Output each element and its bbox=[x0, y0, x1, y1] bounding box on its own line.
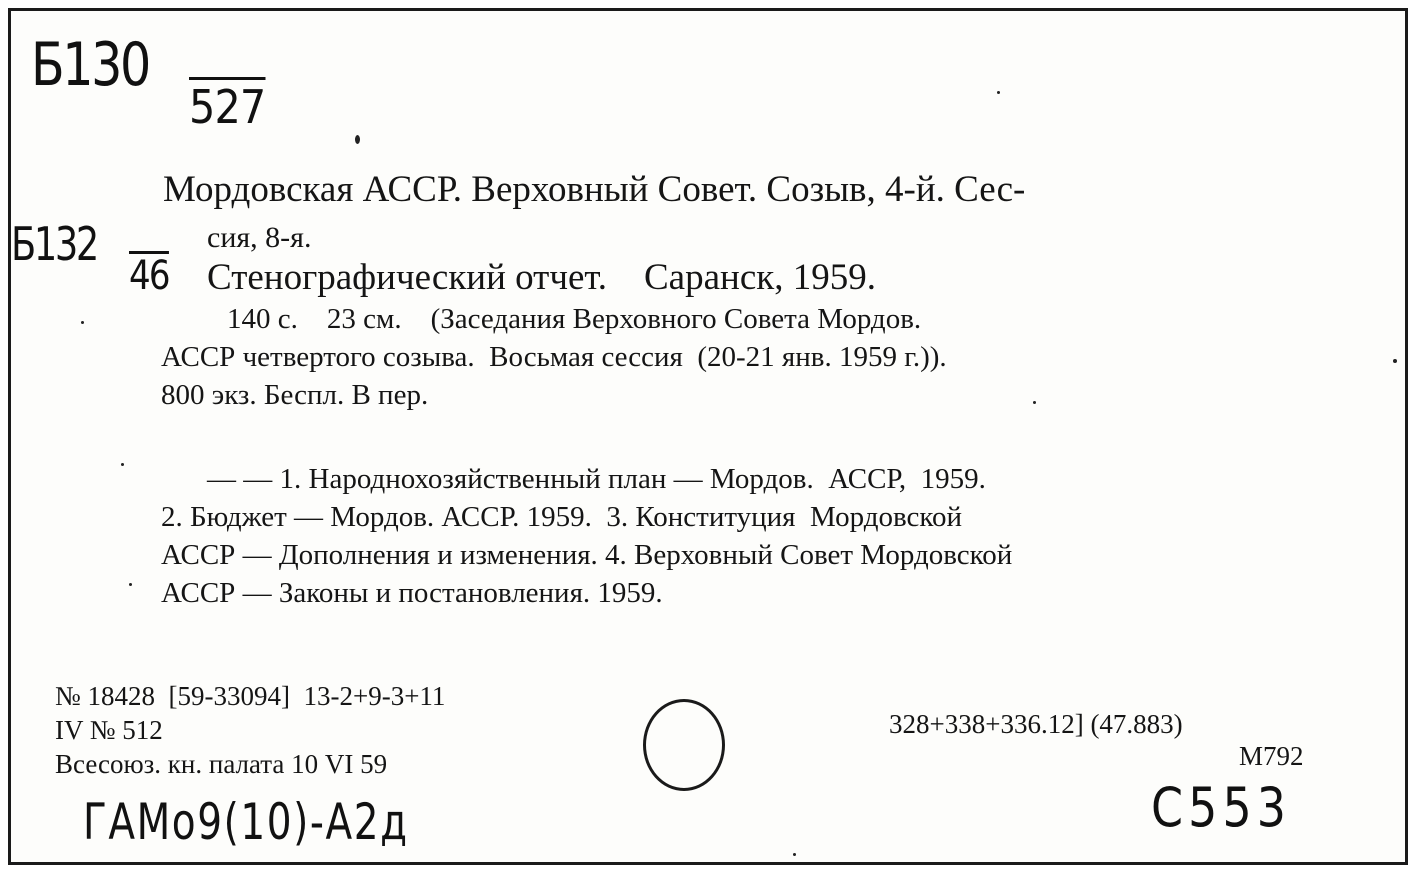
ink-speck bbox=[355, 135, 360, 144]
subject-line-1: — — 1. Народнохозяйственный план — Мордов. АССР, 1959. bbox=[207, 463, 986, 495]
heading-line-2: сия, 8-я. bbox=[207, 221, 312, 254]
footer-left-line-1: № 18428 [59-33094] 13-2+9-3+11 bbox=[55, 681, 446, 711]
circle-stamp-mark bbox=[643, 699, 725, 791]
footer-right-line-1: 328+338+336.12] (47.883) bbox=[889, 709, 1183, 739]
subject-line-3: АССР — Дополнения и изменения. 4. Верховный Совет Мордовской bbox=[161, 539, 1013, 571]
handwritten-shelf-mark-left-fraction: 46 bbox=[129, 253, 169, 299]
footer-left-line-2: IV № 512 bbox=[55, 715, 163, 745]
ink-speck bbox=[1033, 401, 1036, 404]
subject-line-4: АССР — Законы и постановления. 1959. bbox=[161, 577, 663, 609]
heading-line-1: Мордовская АССР. Верховный Совет. Созыв, 4-й. Сес- bbox=[163, 169, 1026, 210]
description-line-3: 800 экз. Беспл. В пер. bbox=[161, 379, 429, 411]
handwritten-shelf-mark-top: Б130 bbox=[31, 30, 149, 100]
ink-speck bbox=[997, 91, 1000, 94]
footer-right-line-2: М792 bbox=[1239, 741, 1304, 771]
catalog-card bbox=[8, 8, 1408, 865]
ink-speck bbox=[129, 583, 132, 586]
ink-speck bbox=[121, 463, 124, 466]
handwritten-archive-code: ГАМо9(10)-А2д bbox=[83, 793, 409, 851]
ink-speck bbox=[1393, 359, 1397, 363]
handwritten-card-number: С553 bbox=[1151, 776, 1292, 839]
handwritten-shelf-mark-left: Б132 bbox=[11, 217, 97, 271]
description-line-1: 140 с. 23 см. (Заседания Верховного Совета Мордов. bbox=[227, 303, 922, 335]
footer-left-line-3: Всесоюз. кн. палата 10 VI 59 bbox=[55, 749, 388, 779]
ink-speck bbox=[81, 321, 84, 324]
ink-speck bbox=[793, 853, 796, 856]
description-line-2: АССР четвертого созыва. Восьмая сессия (20-21 янв. 1959 г.)). bbox=[161, 341, 947, 373]
handwritten-shelf-mark-top-fraction: 527 bbox=[189, 77, 265, 130]
title-line: Стенографический отчет. Саранск, 1959. bbox=[207, 257, 876, 298]
subject-line-2: 2. Бюджет — Мордов. АССР. 1959. 3. Конституция Мордовской bbox=[161, 501, 962, 533]
